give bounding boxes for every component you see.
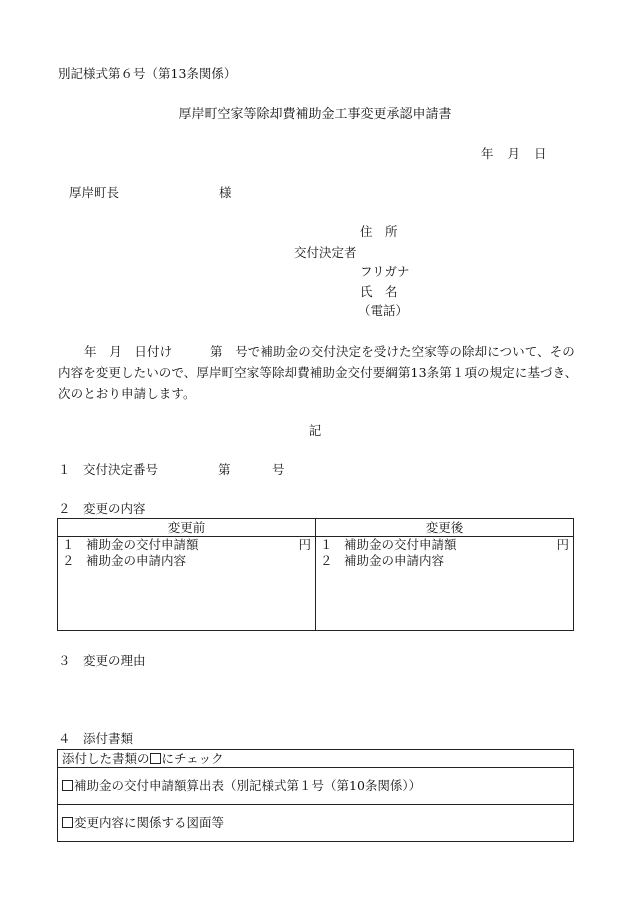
section3-label: ３ 変更の理由 — [58, 653, 146, 668]
section2-label: ２ 変更の内容 — [58, 501, 146, 516]
applicant-role-label: 交付決定者 — [294, 245, 357, 260]
after-cell — [316, 537, 574, 631]
applicant-address-label: 住 所 — [360, 224, 398, 239]
addressee-honorific: 様 — [219, 185, 232, 200]
date-month: 月 — [507, 146, 521, 161]
after-item1: １ 補助金の交付申請額 円 — [320, 537, 569, 552]
attachment-2-checkbox[interactable] — [62, 817, 73, 828]
applicant-name-label: 氏 名 — [360, 284, 398, 299]
after-yen-unit: 円 — [556, 537, 569, 552]
before-yen-unit: 円 — [298, 537, 311, 552]
before-item2: ２ 補助金の申請内容 — [62, 553, 187, 568]
checkbox-icon — [150, 753, 161, 764]
before-item1: １ 補助金の交付申請額 円 — [62, 537, 311, 552]
date-day: 日 — [534, 146, 547, 161]
request-paragraph — [58, 341, 578, 404]
attachments-header: 添付した書類の にチェック — [58, 750, 574, 768]
after-item2: ２ 補助金の申請内容 — [320, 553, 445, 568]
applicant-furigana-label: フリガナ — [360, 264, 410, 279]
section1-label: １ 交付決定番号 — [58, 462, 159, 477]
addressee-name: 厚岸町長 — [69, 185, 120, 200]
attachment-item-1: 補助金の交付申請額算出表（別記様式第１号（第10条関係）） — [58, 768, 574, 805]
section1-go: 号 — [272, 462, 285, 477]
after-header: 変更後 — [316, 519, 574, 537]
before-header: 変更前 — [58, 519, 316, 537]
ki-heading: 記 — [308, 423, 322, 438]
request-text: 年 月 日付け 第 号で補助金の交付決定を受けた空家等の除却について、その内容を変更したいので、厚岸町空家等除却費補助金交付要綱第13条第１項の規定に基づき、次のとおり申請します。 — [58, 344, 578, 401]
before-cell — [58, 537, 316, 631]
form-number-note: 別記様式第６号（第13条関係） — [58, 66, 237, 81]
date-year: 年 — [481, 146, 494, 161]
attachments-table — [57, 749, 574, 842]
section4-label: ４ 添付書類 — [58, 731, 134, 746]
attachment-item-2: 変更内容に関係する図面等 — [58, 805, 574, 842]
applicant-phone-label: （電話） — [358, 303, 409, 318]
change-content-table — [57, 518, 574, 631]
document-title: 厚岸町空家等除却費補助金工事変更承認申請書 — [178, 107, 452, 122]
date-line — [481, 146, 547, 162]
attachment-1-checkbox[interactable] — [62, 780, 73, 791]
section1-dai: 第 — [218, 462, 231, 477]
